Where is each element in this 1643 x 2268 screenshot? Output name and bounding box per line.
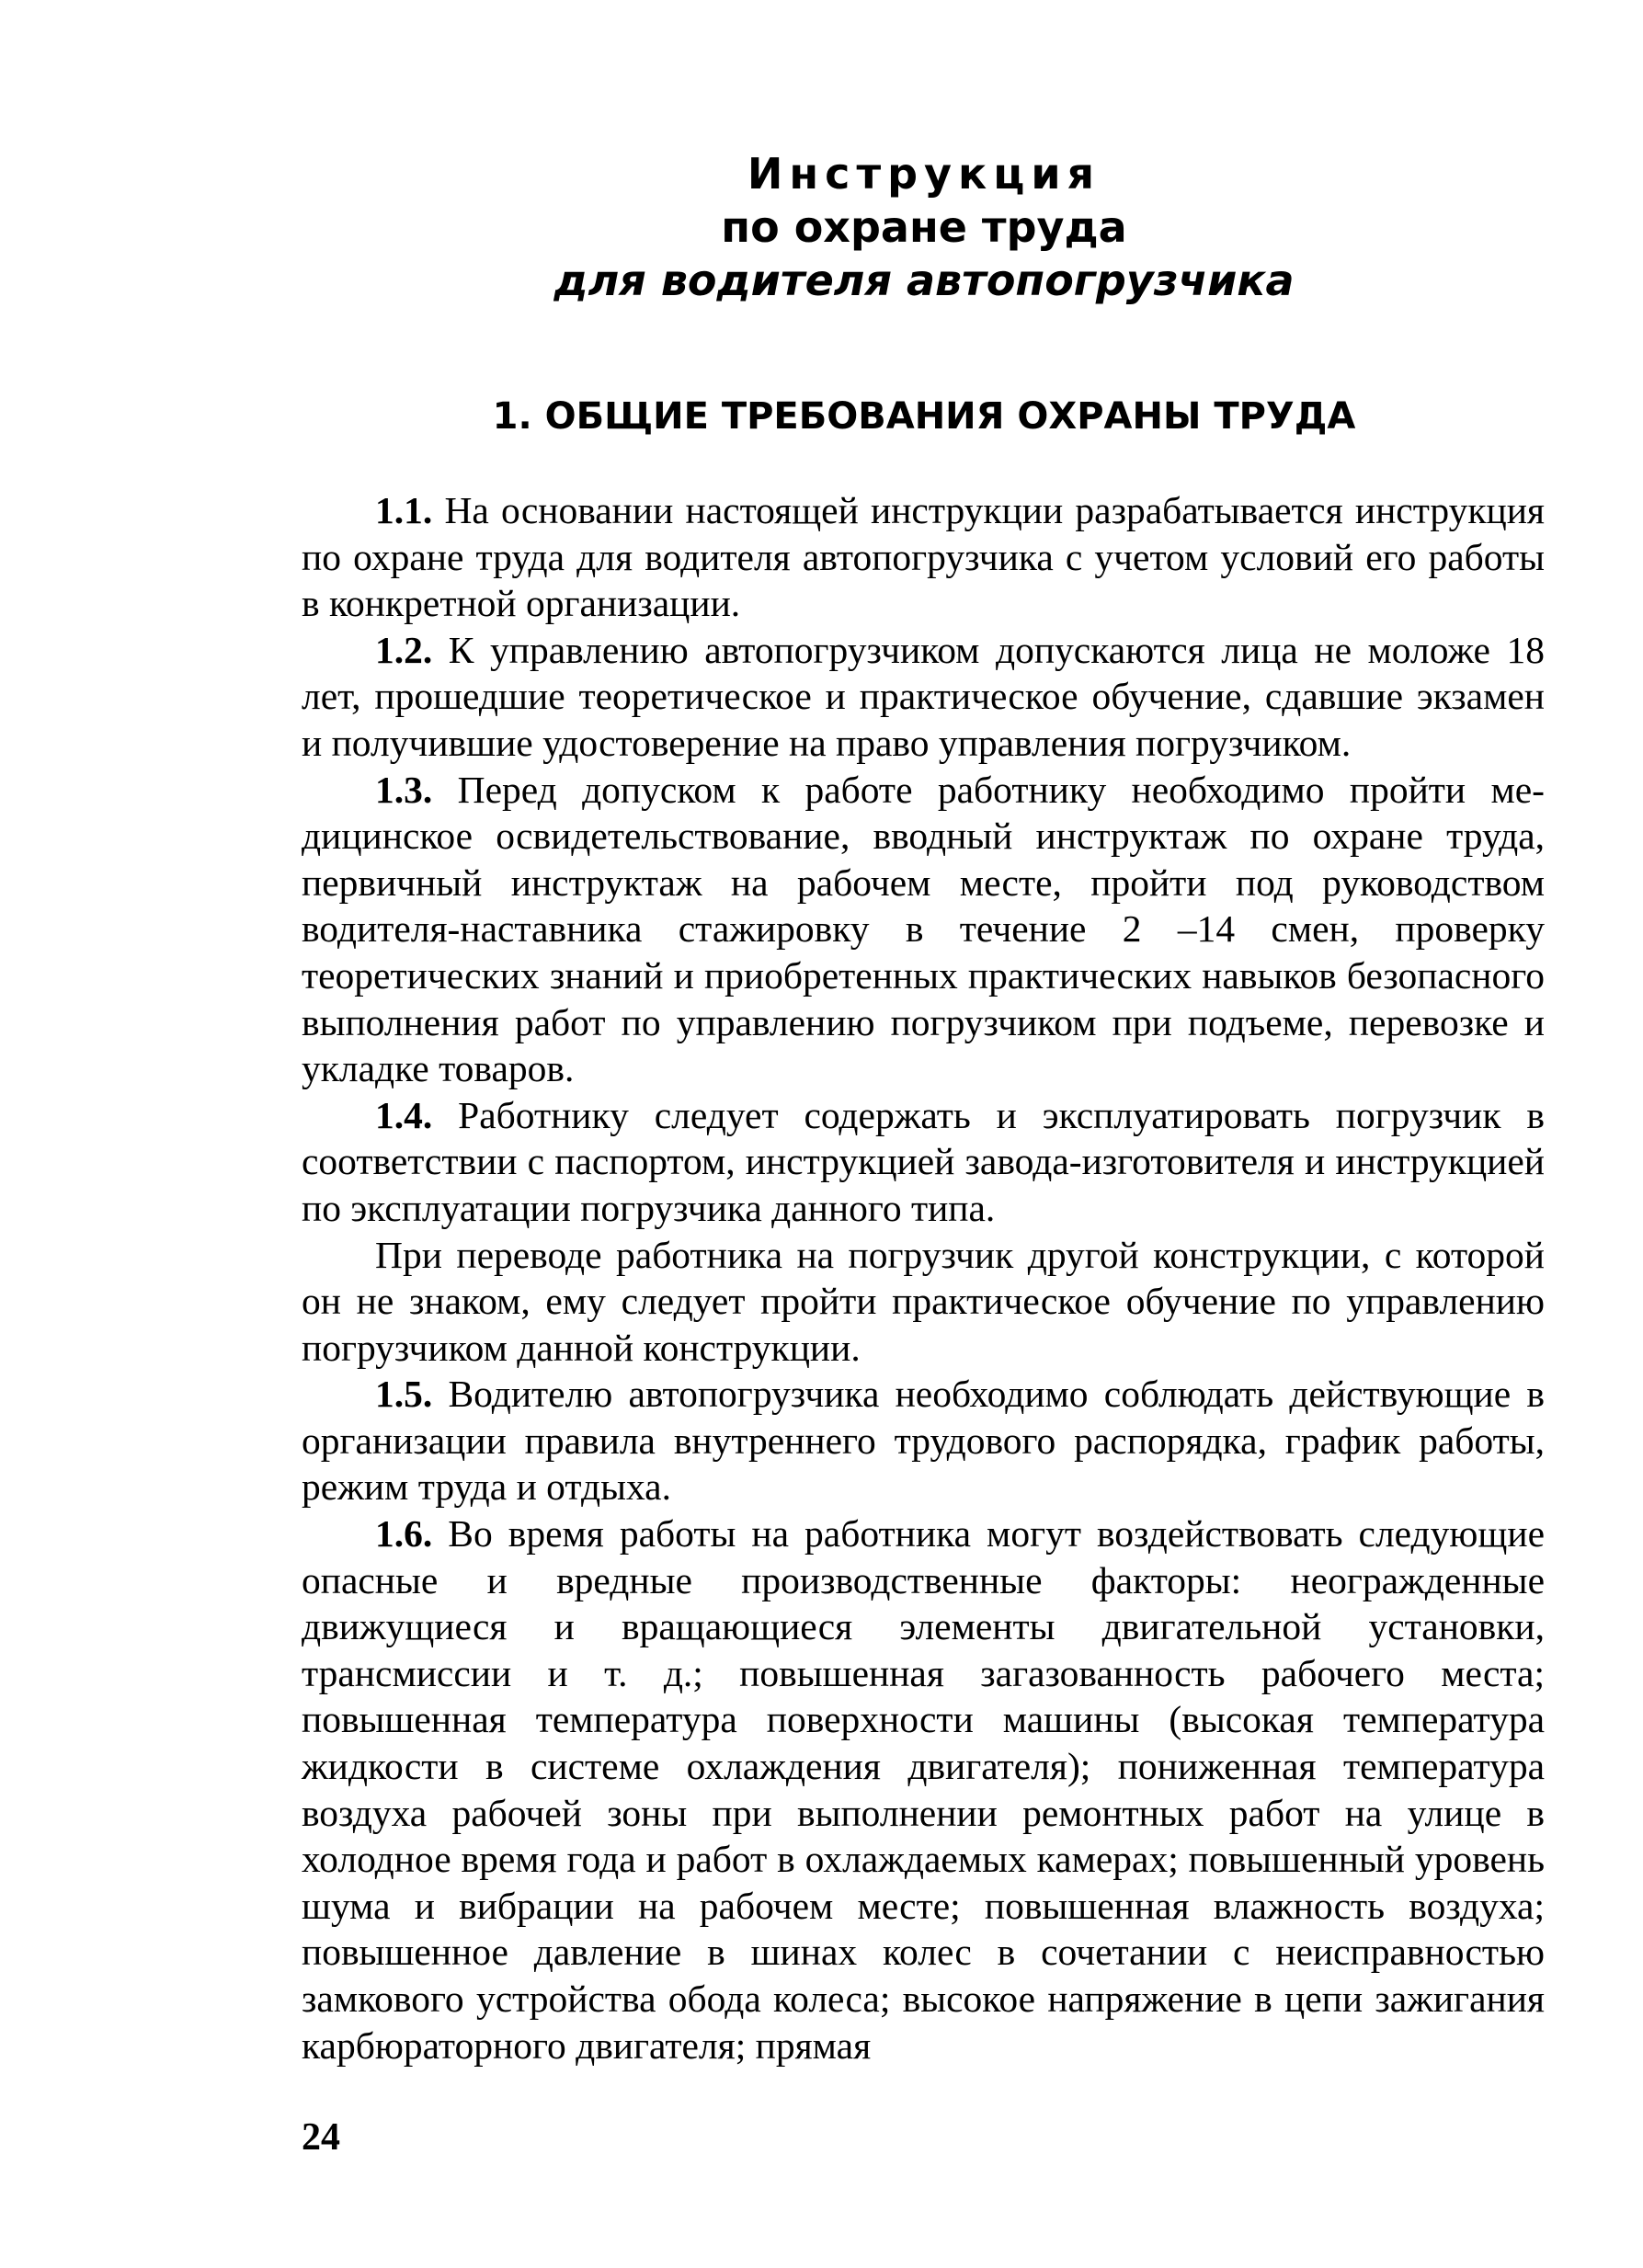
paragraph-1-4 <box>302 1092 1545 1232</box>
paragraph-1-5 <box>302 1371 1545 1510</box>
paragraph-1-3 <box>302 767 1545 1092</box>
paragraph-text: К управлению автопогрузчиком допускаются лица не моложе 18 лет, прошедшие теоретическое и практическое обучение, сдавшие экзамен и получившие удостоверение на право управления погрузчиком. <box>302 628 1545 764</box>
section-heading: 1. ОБЩИЕ ТРЕБОВАНИЯ ОХРАНЫ ТРУДА <box>492 395 1356 438</box>
document-title <box>303 147 1545 307</box>
title-line-3: для водителя автопогрузчика <box>553 256 1295 305</box>
paragraph-1-4-continued <box>302 1232 1545 1372</box>
paragraph-text: Работнику следует содержать и эксплуатировать погрузчик в соответствии с паспортом, инструкцией завода-изготовителя и инструкцией по эксплуатации погрузчика данного типа. <box>302 1093 1545 1229</box>
paragraph-text: Перед допуском к работе работнику необходимо пройти медицинское освидетельствование, вводный инструктаж по охране труда, первичный инструктаж на рабочем месте, пройти под руководством водителя-наставника стажировку в течение 2 –14 смен, проверку теоретических знаний и приобретенных практических навыков безопасного выполнения работ по управлению погрузчиком при подъеме, перевозке и укладке товаров. <box>302 768 1545 1090</box>
clause-number: 1.4. <box>375 1093 433 1136</box>
paragraph-1-1 <box>302 487 1545 627</box>
page-number: 24 <box>302 2116 340 2159</box>
clause-number: 1.5. <box>375 1373 433 1416</box>
clause-number: 1.3. <box>375 768 433 811</box>
clause-number: 1.6. <box>375 1512 433 1556</box>
body-text <box>302 487 1545 2069</box>
title-line-1: Инструкция <box>747 149 1101 199</box>
clause-number: 1.1. <box>375 489 433 531</box>
paragraph-1-2 <box>302 627 1545 767</box>
paragraph-text: На основании настоящей инструкции разрабатывается инструкция по охране труда для водителя автопогрузчика с учетом условий его работы в конкретной организации. <box>302 489 1545 625</box>
paragraph-text: Водителю автопогрузчика необходимо соблюдать действующие в организации правила внутреннего трудового распорядка, график работы, режим труда и отдыха. <box>302 1373 1545 1509</box>
title-line-2: по охране труда <box>721 202 1127 252</box>
clause-number: 1.2. <box>375 628 433 671</box>
paragraph-1-6 <box>302 1510 1545 2069</box>
paragraph-text: При переводе работника на погрузчик другой конструкции, с которой он не знаком, ему следует пройти практическое обучение по управлению погрузчиком данной конструкции. <box>302 1233 1545 1369</box>
paragraph-text: Во время работы на работника могут воздействовать следующие опасные и вредные производственные факторы: неогражденные движущиеся и вращающиеся элементы двигательной установки, трансмиссии и т. д.; повышенная загазованность рабочего места; повышенная температура поверхности машины (высокая температура жидкости в системе охлаждения двигателя); пониженная температура воздуха рабочей зоны при выполнении ремонтных работ на улице в холодное время года и работ в охлаждаемых камерах; повышенный уровень шума и вибрации на рабочем месте; повышенная влажность воздуха; повышенное давление в шинах колес в сочетании с неисправностью замкового устройства обода колеса; высокое напряжение в цепи зажигания карбюраторного двигателя; прямая <box>302 1512 1545 2067</box>
